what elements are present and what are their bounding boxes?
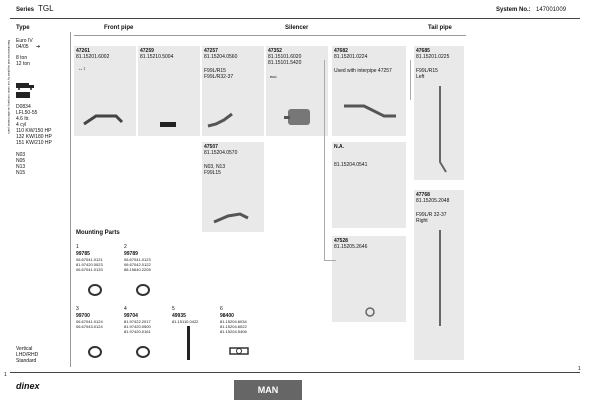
system-label: System No.:	[496, 7, 531, 13]
part-number: 47352	[268, 48, 282, 54]
page-header	[0, 0, 589, 18]
mount-ref: 81.15110.0422	[172, 319, 199, 324]
part-note: Used with interpipe 47257	[334, 68, 392, 74]
connector-line	[324, 260, 336, 261]
tail-pipe-drawing	[334, 86, 404, 134]
mount-ref: 06.67041.0121	[76, 257, 103, 262]
part-card[interactable]	[414, 46, 464, 180]
year-text: 04/05	[16, 44, 29, 50]
part-number: 47507	[204, 144, 218, 150]
oe-number: 81.15101.6020	[268, 54, 302, 60]
clamp-icon	[134, 344, 152, 360]
oe-number: 81.15210.5004	[140, 54, 174, 60]
mount-ref: 88.15640.2205	[124, 267, 151, 272]
model-text: N05	[16, 158, 26, 164]
oe-number: 81.15205.2048	[416, 198, 450, 204]
part-note: N03, N13	[204, 164, 226, 170]
ton1-text: 8 ton	[16, 55, 28, 61]
part-card[interactable]	[74, 46, 136, 136]
part-number: 47261	[76, 48, 90, 54]
mount-index: 2	[124, 244, 127, 250]
type-header: Type	[16, 25, 30, 31]
mount-ref: 06.67043.0124	[76, 324, 103, 329]
svg-text:↔↕: ↔↕	[78, 66, 86, 72]
model-text: N13	[16, 164, 26, 170]
tail-pipe-right-drawing	[416, 226, 462, 356]
euro-text: Euro IV	[16, 38, 33, 44]
model-text: N03	[16, 152, 26, 158]
model-text: N15	[16, 170, 26, 176]
mount-number: 99789	[124, 251, 138, 257]
part-note: Left	[416, 74, 425, 80]
oe-number: 81.15101.5420	[268, 60, 302, 66]
vertical-note	[2, 40, 12, 150]
mount-index: 3	[76, 306, 79, 312]
bottom-text: LHD/RHD	[16, 352, 39, 358]
front-pipe-drawing	[76, 64, 134, 134]
series-value: TGL	[38, 4, 54, 13]
part-card[interactable]	[138, 46, 200, 136]
mount-ref: 81.97422.2017	[124, 319, 151, 324]
mount-ref: 06.67042.0122	[124, 262, 151, 267]
litres-text: 4.6 ltr.	[16, 116, 30, 122]
oe-number: 81.15204.0560	[204, 54, 238, 60]
mount-ref: 81.15204.6034	[220, 319, 247, 324]
header-rule	[10, 18, 580, 19]
engine-text: D0834	[16, 104, 31, 110]
oe-number: 81.15201.0225	[416, 54, 450, 60]
oe-number: 81.15204.0570	[204, 150, 238, 156]
mount-number: 99704	[124, 313, 138, 319]
ton2-text: 12 ton	[16, 61, 30, 67]
part-card[interactable]	[332, 236, 406, 322]
mount-index: 4	[124, 306, 127, 312]
section-rule	[74, 35, 466, 36]
interpipe-drawing	[204, 192, 262, 230]
mount-ref: 06.67041.0124	[76, 319, 103, 324]
gasket-icon	[228, 344, 250, 358]
part-card[interactable]	[202, 46, 264, 136]
oe-number: 81.15204.0541	[334, 162, 368, 168]
sidebar	[12, 32, 71, 367]
mount-ref: 81.15204.6022	[220, 324, 247, 329]
vertical-note-text: Manufactured and supplied by our sister company as aftermarket parts	[7, 40, 11, 134]
mount-card[interactable]	[122, 304, 168, 364]
connector-line	[324, 60, 325, 260]
engine-icon	[16, 92, 30, 98]
mount-number: 98400	[220, 313, 234, 319]
part-note: F99L/R15	[416, 68, 438, 74]
oe-number: 81.15201.6002	[76, 54, 110, 60]
mount-ref: 81.97420.0023	[76, 262, 103, 267]
mount-index: 1	[76, 244, 79, 250]
mount-card[interactable]	[74, 304, 120, 364]
dinex-logo	[16, 376, 56, 390]
silencer-drawing	[268, 64, 326, 134]
mount-ref: 06.67041.0123	[124, 257, 151, 262]
bar-icon	[186, 326, 192, 362]
mounting-title: Mounting Parts	[76, 230, 120, 236]
part-number: 47682	[334, 48, 348, 54]
arrow-right-icon: ➔	[36, 44, 41, 50]
mount-card[interactable]	[218, 304, 264, 364]
part-card[interactable]	[414, 190, 464, 360]
mount-number: 99785	[76, 251, 90, 257]
series-label: Series	[16, 7, 35, 13]
part-card[interactable]	[202, 142, 264, 232]
mount-ref: 81.97420.0161	[124, 329, 151, 334]
clamp-icon	[86, 344, 104, 360]
flex-pipe-drawing	[140, 64, 198, 134]
mount-index: 5	[172, 306, 175, 312]
cyl-text: 4 cyl	[16, 122, 27, 128]
kw2-text: 132 KW/180 HP	[16, 134, 52, 140]
mount-index: 6	[220, 306, 223, 312]
mount-card[interactable]	[170, 304, 216, 364]
silencer-header: Silencer	[285, 25, 309, 31]
interpipe-drawing	[204, 96, 262, 134]
mount-number: 99700	[76, 313, 90, 319]
page-number-left: 1	[4, 372, 7, 378]
clamp-drawing	[362, 306, 378, 318]
tail-pipe-header: Tail pipe	[428, 25, 452, 31]
svg-text:eco: eco	[270, 74, 277, 79]
clamp-icon	[86, 282, 104, 298]
clamp-icon	[134, 282, 152, 298]
part-card[interactable]	[266, 46, 328, 136]
part-number: 47257	[204, 48, 218, 54]
connector-line	[410, 60, 411, 100]
mount-card[interactable]	[74, 242, 120, 302]
make-tab	[234, 380, 302, 400]
system-value: 147001009	[536, 7, 567, 13]
part-card[interactable]	[332, 46, 406, 136]
tail-pipe-left-drawing	[416, 82, 462, 178]
mount-ref: 81.97420.0500	[124, 324, 151, 329]
brand-text: dinex	[16, 381, 40, 391]
oe-number: 81.15201.0224	[334, 54, 368, 60]
page-number-right: 1	[578, 366, 581, 372]
part-number: 47259	[140, 48, 154, 54]
part-number: 47685	[416, 48, 430, 54]
mount-ref: 06.67041.0133	[76, 267, 103, 272]
part-note: F99L/R32-37	[204, 74, 234, 80]
bottom-text: Vertical	[16, 346, 33, 352]
bottom-text: Standard	[16, 358, 37, 364]
make-label: MAN	[257, 385, 279, 395]
truck-icon	[16, 82, 38, 90]
mount-card[interactable]	[122, 242, 168, 302]
mount-ref: 81.15204.5406	[220, 329, 247, 334]
kw3-text: 151 KW/210 HP	[16, 140, 52, 146]
part-number: 47768	[416, 192, 430, 198]
kw1-text: 110 KW/150 HP	[16, 128, 52, 134]
part-note: Right	[416, 218, 428, 224]
part-number: 47528	[334, 238, 348, 244]
footer-rule	[10, 372, 580, 373]
part-note: F99L15	[204, 170, 221, 176]
part-number: N.A.	[334, 144, 344, 150]
part-note: F99L/R 32-37	[416, 212, 447, 218]
part-card[interactable]	[332, 142, 406, 228]
lfl-text: LFL50-55	[16, 110, 38, 116]
part-note: F99L/R15	[204, 68, 226, 74]
front-pipe-header: Front pipe	[104, 25, 134, 31]
oe-number: 81.15205.2646	[334, 244, 368, 250]
mount-number: 49935	[172, 313, 186, 319]
